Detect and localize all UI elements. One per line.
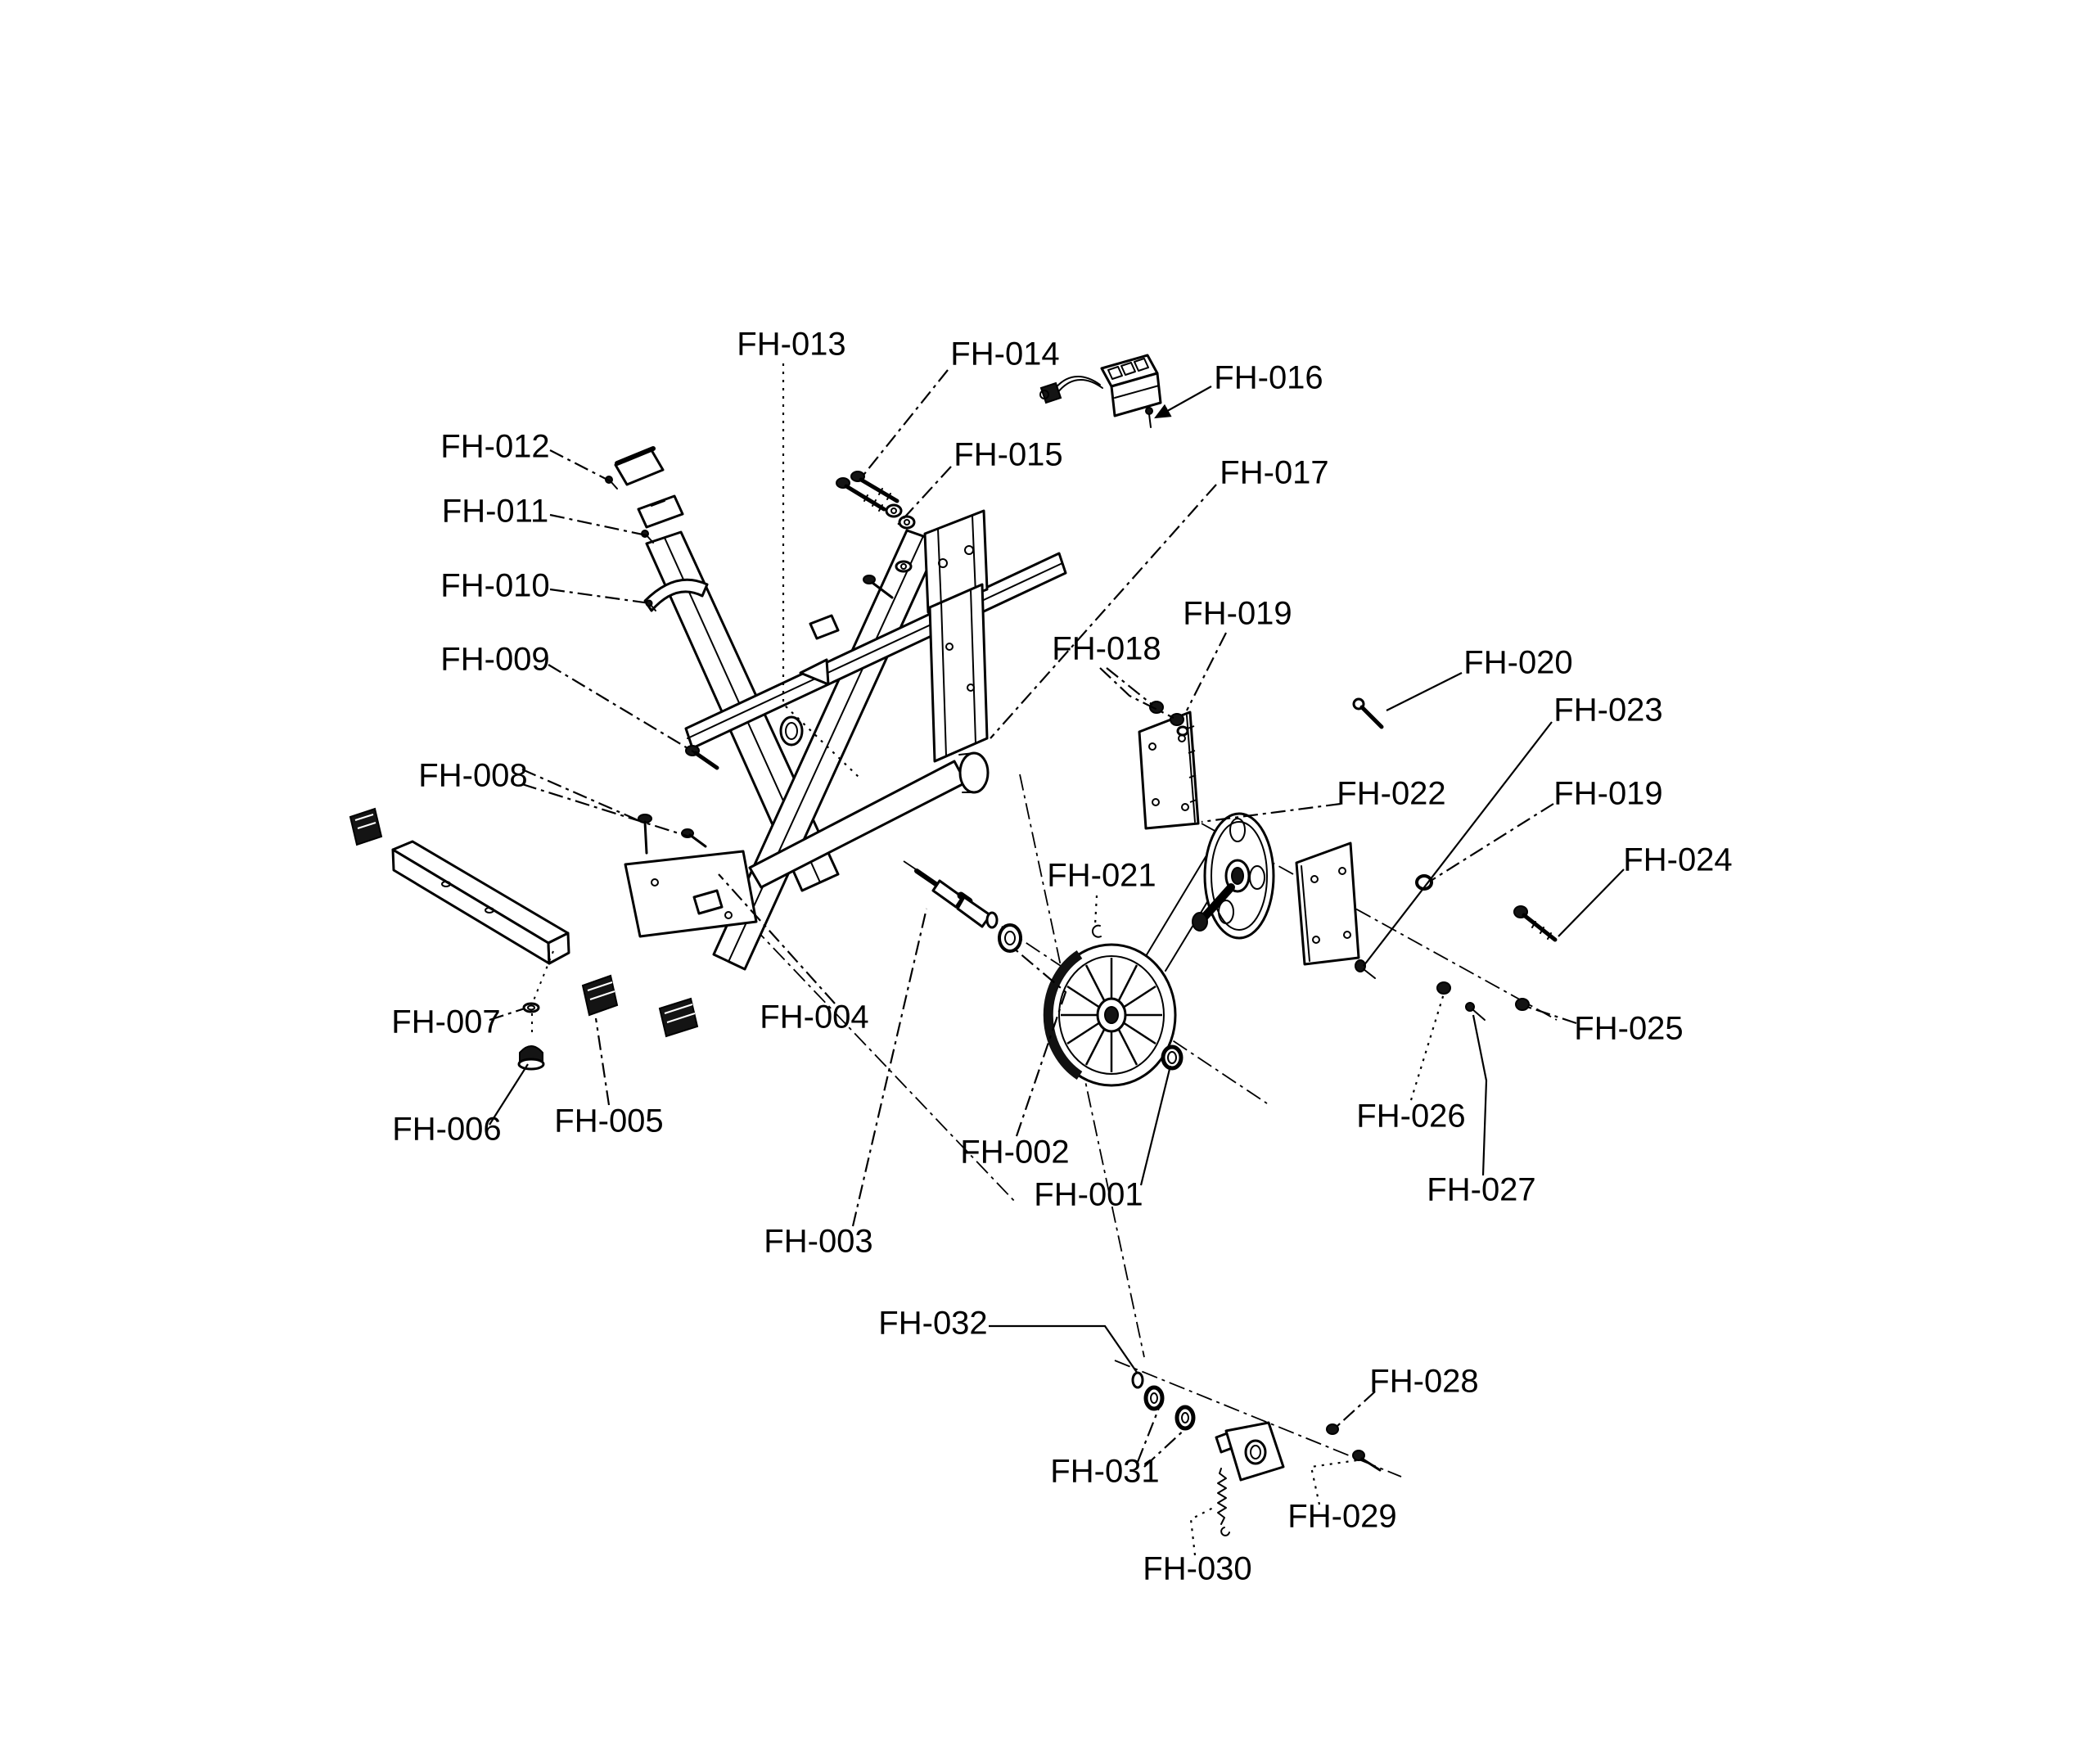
frame-bolts-drawing	[638, 746, 717, 853]
leader-line-FH-003	[853, 909, 927, 1226]
part-label-FH-018: FH-018	[1052, 630, 1161, 667]
part-label-FH-002: FH-002	[960, 1134, 1070, 1171]
part-label-FH-019-a: FH-019	[1183, 595, 1292, 632]
leader-line-FH-014	[861, 370, 948, 478]
part-label-FH-030: FH-030	[1143, 1550, 1252, 1587]
part-label-FH-015: FH-015	[954, 436, 1063, 473]
part-label-FH-004: FH-004	[760, 999, 869, 1035]
side-brackets-drawing	[1139, 699, 1555, 1020]
leader-line-FH-008-1	[522, 784, 689, 837]
part-label-FH-010: FH-010	[440, 567, 550, 604]
part-label-FH-032: FH-032	[878, 1305, 988, 1342]
part-label-FH-014: FH-014	[950, 336, 1060, 372]
part-label-FH-017: FH-017	[1220, 454, 1329, 491]
seat-pad-parts-drawing	[606, 449, 707, 611]
part-label-FH-005: FH-005	[554, 1103, 664, 1139]
leader-line-FH-032	[989, 1326, 1138, 1374]
part-label-FH-009: FH-009	[440, 641, 550, 678]
leader-line-FH-019-b	[1431, 804, 1553, 881]
part-label-FH-029: FH-029	[1287, 1498, 1397, 1535]
leader-line-FH-011	[550, 515, 647, 535]
leader-line-FH-020	[1386, 673, 1462, 711]
part-label-FH-025: FH-025	[1574, 1010, 1684, 1047]
part-label-FH-026: FH-026	[1356, 1098, 1466, 1135]
leader-line-FH-025	[1527, 1007, 1576, 1023]
leader-line-FH-009	[548, 665, 696, 753]
part-label-FH-013: FH-013	[737, 326, 846, 363]
part-label-FH-012: FH-012	[440, 428, 550, 465]
label-layer	[391, 327, 1732, 1587]
leader-line-FH-024	[1558, 869, 1624, 936]
leader-line-FH-021	[1095, 896, 1097, 925]
part-label-FH-007: FH-007	[391, 1004, 501, 1040]
part-label-FH-020: FH-020	[1463, 644, 1573, 681]
leader-line-FH-016	[1156, 386, 1211, 417]
leader-line-FH-015	[897, 467, 951, 526]
part-label-FH-016: FH-016	[1214, 359, 1323, 396]
leader-line-FH-023	[1364, 722, 1552, 966]
leader-line-FH-027	[1473, 1015, 1486, 1175]
leader-line-FH-026	[1411, 994, 1444, 1100]
part-label-FH-006: FH-006	[392, 1111, 502, 1148]
part-label-FH-031: FH-031	[1050, 1453, 1160, 1490]
leader-line-FH-008	[522, 769, 642, 822]
part-label-FH-028: FH-028	[1369, 1363, 1479, 1400]
leader-line-FH-005	[596, 1018, 609, 1105]
part-label-FH-023: FH-023	[1553, 692, 1663, 729]
part-label-FH-011: FH-011	[441, 493, 549, 530]
part-label-FH-021: FH-021	[1047, 857, 1156, 894]
leader-line-FH-019-a	[1187, 633, 1226, 711]
leader-line-FH-010	[550, 589, 650, 603]
leader-line-FH-012	[550, 450, 611, 481]
part-label-FH-001: FH-001	[1034, 1176, 1143, 1213]
part-label-FH-008: FH-008	[418, 757, 528, 794]
flywheel-drawing	[1048, 945, 1175, 1085]
leader-line-FH-022	[1202, 804, 1341, 822]
part-label-FH-022: FH-022	[1337, 775, 1446, 812]
leader-line-FH-001	[1141, 1066, 1170, 1185]
leader-line-FH-030	[1191, 1506, 1216, 1555]
leader-line-FH-018	[1107, 668, 1152, 705]
part-label-FH-024: FH-024	[1623, 841, 1733, 878]
part-label-FH-027: FH-027	[1427, 1171, 1536, 1208]
part-label-FH-019-b: FH-019	[1553, 775, 1663, 812]
part-label-FH-003: FH-003	[764, 1223, 873, 1260]
